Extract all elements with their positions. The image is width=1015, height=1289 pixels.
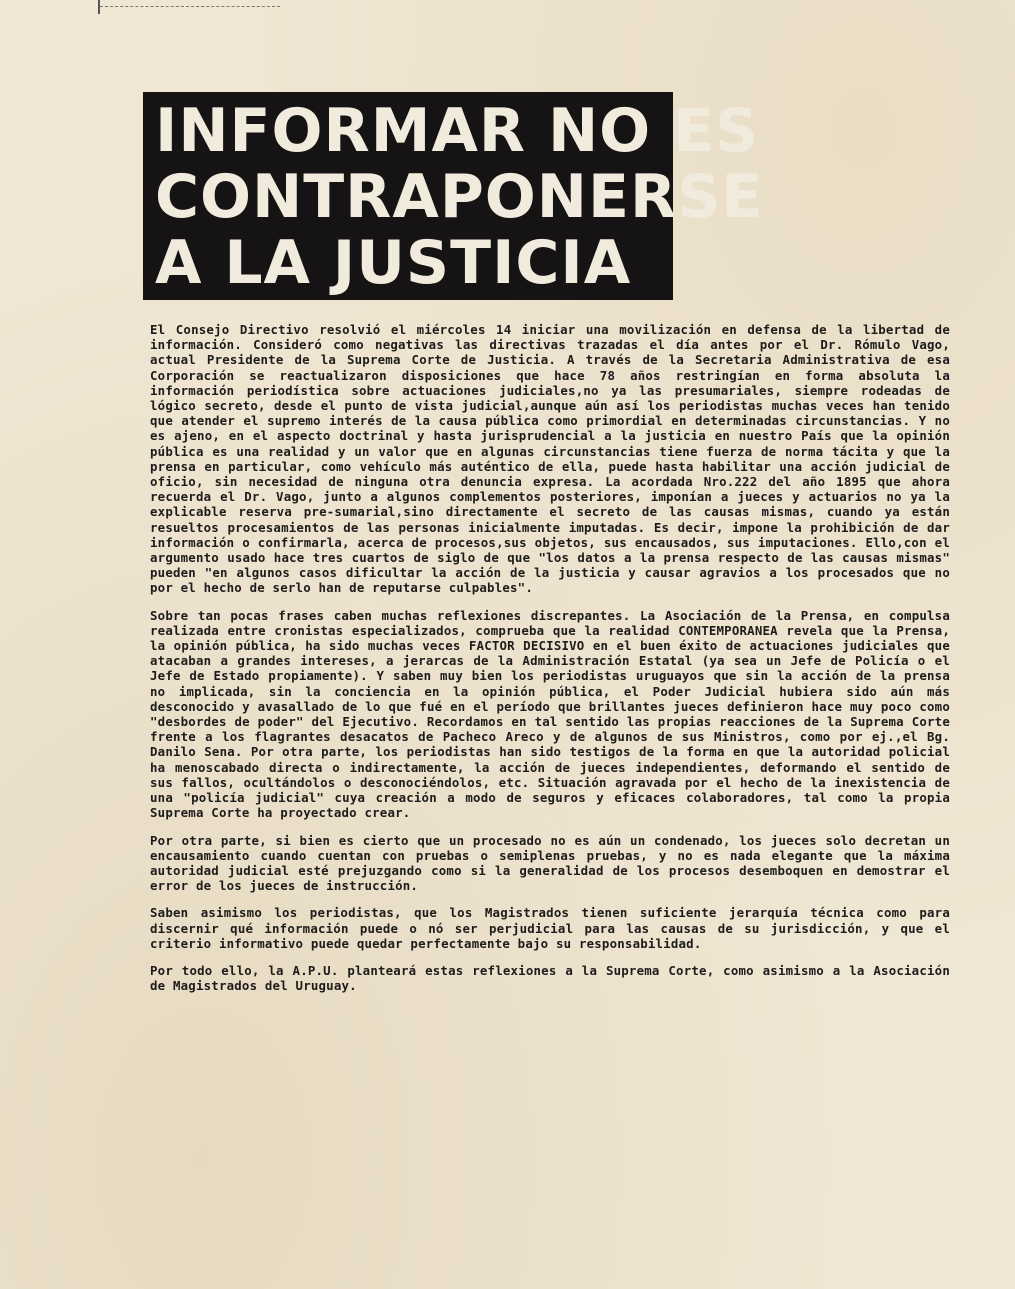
dashed-edge-line xyxy=(100,6,280,7)
paragraph-2: Sobre tan pocas frases caben muchas reflexiones discrepantes. La Asociación de la Prensa, en compulsa realizada entre cronistas especializados, comprueba que la realidad CONTEMPORANEA revela que la Prensa, la opinión pública, ha sido muchas veces FACTOR DECISIVO en el buen éxito de actuaciones judiciales que atacaban a grandes intereses, a jerarcas de la Administración Estatal (ya sea un Jefe de Policía o el Jefe de Estado propiamente). Y saben muy bien los periodistas uruguayos que sin la acción de la prensa no implicada, sin la conciencia en la opinión pública, el Poder Judicial hubiera sido aún más desconocido y avasallado de lo que fué en el período que brillantes jueces definieron hace muy poco como "desbordes de poder" del Ejecutivo. Recordamos en tal sentido las propias reacciones de la Suprema Corte frente a los flagrantes desacatos de Pacheco Areco y de algunos de sus Ministros, como por ej.,el Bg. Danilo Sena. Por otra parte, los periodistas han sido testigos de la forma en que la autoridad policial ha menoscabado directa o indirectamente, la acción de jueces independientes, deformando el sentido de sus fallos, ocultándolos o desconociéndolos, etc. Situación agravada por el hecho de la inexistencia de una "policía judicial" cuya creación a modo de seguros y eficaces colaboradores, tal como la propia Suprema Corte ha proyectado crear. xyxy=(150,607,950,821)
paragraph-5: Por todo ello, la A.P.U. planteará estas reflexiones a la Suprema Corte, como asimismo a la Asociación de Magistrados del Uruguay. xyxy=(150,962,950,994)
headline-line-3: A LA JUSTICIA xyxy=(155,228,632,298)
corner-mark xyxy=(98,0,100,14)
paragraph-1: El Consejo Directivo resolvió el miércoles 14 iniciar una movilización en defensa de la libertad de información. Consideró como negativas las directivas trazadas el día antes por el Dr. Rómulo Vago, actual Presidente de la Suprema Corte de Justicia. A través de la Secretaria Administrativa de esa Corporación se reactualizaron disposiciones que hace 78 años restringían en forma absoluta la información periodística sobre actuaciones judiciales,no ya las presumariales, siempre rodeadas de lógico secreto, desde el punto de vista judicial,aunque aún así los periodistas muchas veces han tenido que atender el supremo interés de la causa pública como primordial en determinadas circunstancias. Y no es ajeno, en el aspecto doctrinal y hasta jurisprudencial a la justicia en nuestro País que la opinión pública es una realidad y un valor que en algunas circunstancias tiene fuerza de norma tácita y que la prensa en particular, como vehículo más auténtico de ella, puede hasta habilitar una acción judicial de oficio, sin necesidad de ninguna otra denuncia expresa. La acordada Nro.222 del año 1895 que ahora recuerda el Dr. Vago, junto a algunos complementos posteriores, imponían a jueces y actuarios no ya la explicable reserva pre-sumarial,sino directamente el secreto de las causas mismas, cuando ya están resueltos procesamientos de las personas inicialmente imputadas. Es decir, impone la prohibición de dar información o confirmarla, acerca de procesos,sus objetos, sus encausados, sus imputaciones. Ello,con el argumento usado hace tres cuartos de siglo de que "los datos a la prensa respecto de las causas mismas" pueden "en algunos casos dificultar la acción de la justicia y causar agravios a los procesados que no por el hecho de serlo han de reputarse culpables". xyxy=(150,322,950,596)
paragraph-4: Saben asimismo los periodistas, que los Magistrados tienen suficiente jerarquía técnica como para discernir qué información puede o nó ser perjudicial para las causas de su jurisdicción, y que el criterio informativo puede quedar perfectamente bajo su responsabilidad. xyxy=(150,905,950,951)
paragraph-3: Por otra parte, si bien es cierto que un procesado no es aún un condenado, los jueces solo decretan un encausamiento cuando cuentan con pruebas o semiplenas pruebas, y no es nada elegante que la máxima autoridad judicial esté prejuzgando como si la generalidad de los procesos desemboquen en demostrar el error de los jueces de instrucción. xyxy=(150,832,950,894)
headline-banner xyxy=(143,92,764,300)
headline-line-1: INFORMAR NO ES xyxy=(155,96,760,166)
article-body xyxy=(150,322,950,1005)
headline-line-2: CONTRAPONERSE xyxy=(155,162,764,232)
